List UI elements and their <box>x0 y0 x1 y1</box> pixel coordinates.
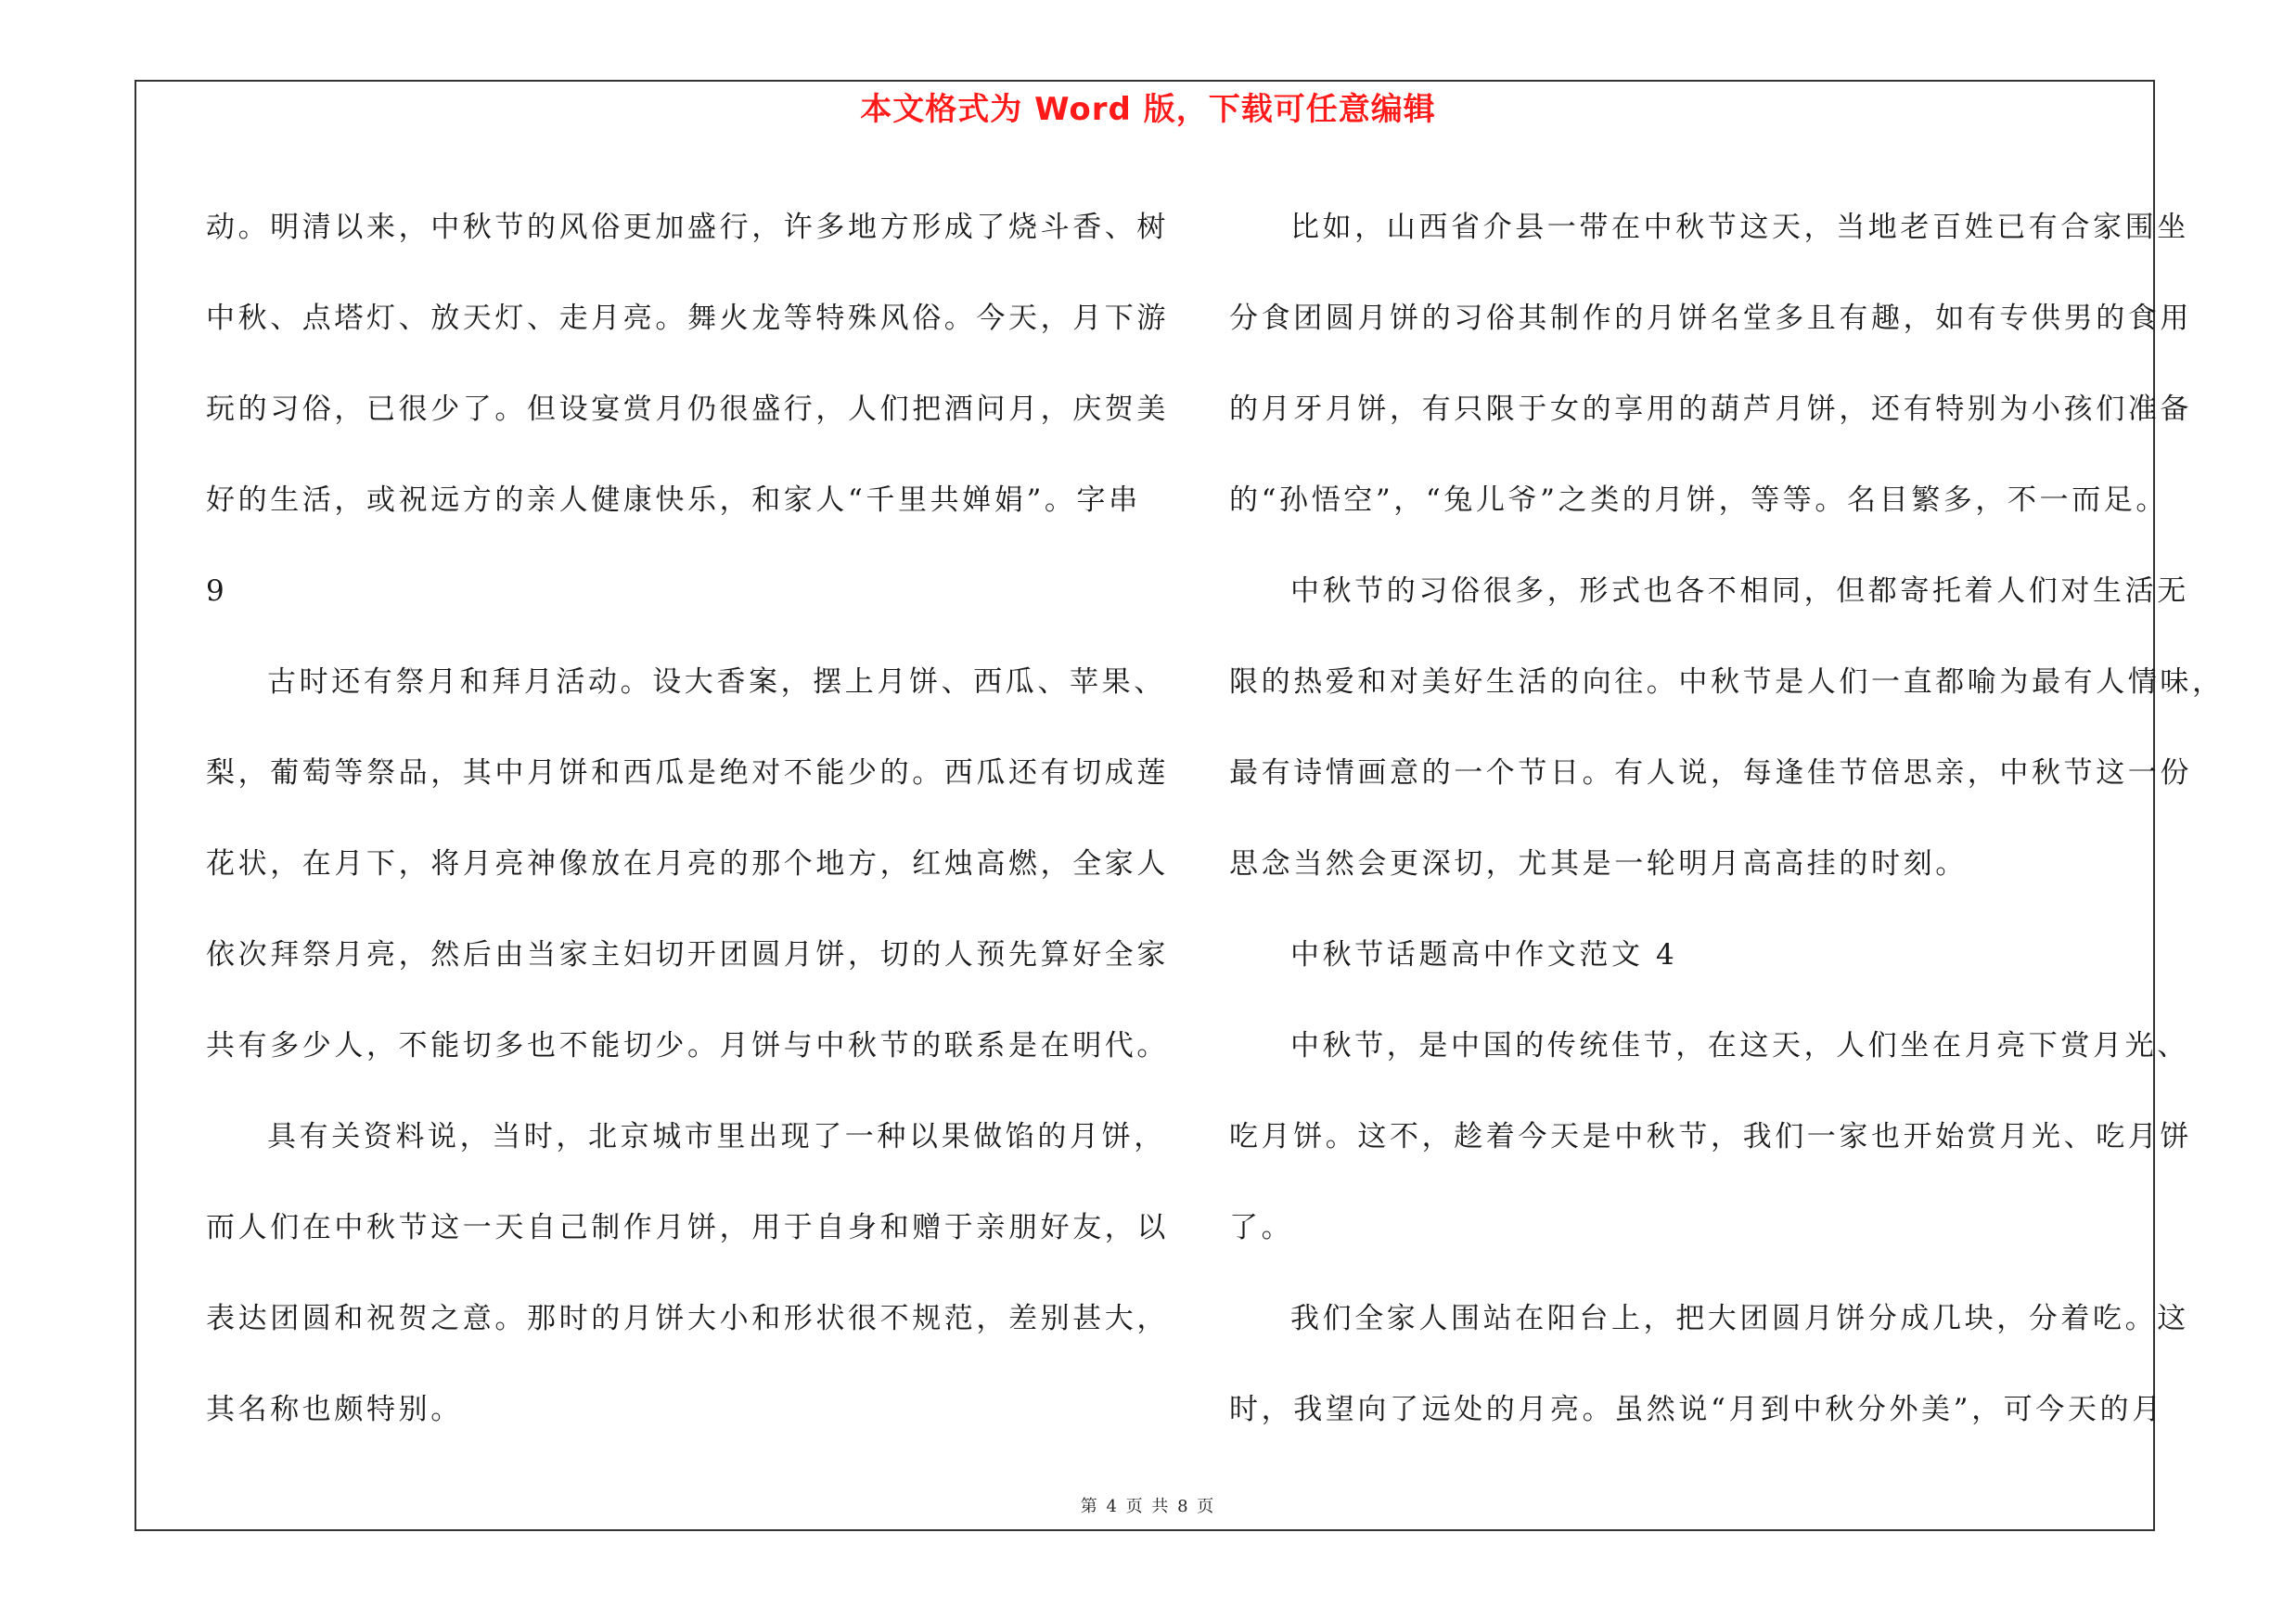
text-line: 中秋、点塔灯、放天灯、走月亮。舞火龙等特殊风俗。今天，月下游 <box>206 302 1169 335</box>
paragraph-start-line: 中秋节的习俗很多，形式也各不相同，但都寄托着人们对生活无 <box>1290 574 2189 608</box>
text-line: 玩的习俗，已很少了。但设宴赏月仍很盛行，人们把酒问月，庆贺美 <box>206 393 1169 426</box>
text-line: 共有多少人，不能切多也不能切少。月饼与中秋节的联系是在明代。 <box>206 1029 1169 1063</box>
text-line: 动。明清以来，中秋节的风俗更加盛行，许多地方形成了烧斗香、树 <box>206 211 1169 244</box>
text-line: 花状，在月下，将月亮神像放在月亮的那个地方，红烛高燃，全家人 <box>206 847 1169 881</box>
paragraph-start-line: 我们全家人围站在阳台上，把大团圆月饼分成几块，分着吃。这 <box>1290 1302 2189 1335</box>
format-banner: 本文格式为 Word 版，下载可任意编辑 <box>860 91 1436 128</box>
text-line: 依次拜祭月亮，然后由当家主妇切开团圆月饼，切的人预先算好全家 <box>206 938 1169 972</box>
text-line: 而人们在中秋节这一天自己制作月饼，用于自身和赠于亲朋好友，以 <box>206 1211 1169 1244</box>
text-line: 了。 <box>1229 1211 1294 1244</box>
left-column <box>206 182 1169 1455</box>
section-heading: 中秋节话题高中作文范文 4 <box>1290 938 1678 972</box>
paragraph-start-line: 具有关资料说，当时，北京城市里出现了一种以果做馅的月饼， <box>267 1120 1166 1153</box>
right-column <box>1229 182 2225 1455</box>
text-line: 思念当然会更深切，尤其是一轮明月高高挂的时刻。 <box>1229 847 1968 881</box>
text-line: 分食团圆月饼的习俗其制作的月饼名堂多且有趣，如有专供男的食用 <box>1229 302 2192 335</box>
text-line: 吃月饼。这不，趁着今天是中秋节，我们一家也开始赏月光、吃月饼 <box>1229 1120 2192 1153</box>
paragraph-start-line: 中秋节，是中国的传统佳节，在这天，人们坐在月亮下赏月光、 <box>1290 1029 2189 1063</box>
paragraph-start-line: 比如，山西省介县一带在中秋节这天，当地老百姓已有合家围坐 <box>1290 211 2189 244</box>
text-line: 梨，葡萄等祭品，其中月饼和西瓜是绝对不能少的。西瓜还有切成莲 <box>206 756 1169 790</box>
text-line: 时，我望向了远处的月亮。虽然说“月到中秋分外美”，可今天的月 <box>1229 1393 2164 1426</box>
text-line: 9 <box>206 574 228 608</box>
text-line: 最有诗情画意的一个节日。有人说，每逢佳节倍思亲，中秋节这一份 <box>1229 756 2192 790</box>
text-line: 表达团圆和祝贺之意。那时的月饼大小和形状很不规范，差别甚大， <box>206 1302 1169 1335</box>
text-line: 好的生活，或祝远方的亲人健康快乐，和家人“千里共婵娟”。字串 <box>206 483 1141 517</box>
paragraph-start-line: 古时还有祭月和拜月活动。设大香案，摆上月饼、西瓜、苹果、 <box>267 665 1166 699</box>
text-line: 的月牙月饼，有只限于女的享用的葫芦月饼，还有特别为小孩们准备 <box>1229 393 2192 426</box>
text-line: 其名称也颇特别。 <box>206 1393 463 1426</box>
text-line: 限的热爱和对美好生活的向往。中秋节是人们一直都喻为最有人情味， <box>1229 665 2225 699</box>
page-number: 第 4 页 共 8 页 <box>1080 1497 1216 1516</box>
text-line: 的“孙悟空”，“兔儿爷”之类的月饼，等等。名目繁多，不一而足。 <box>1229 483 2168 517</box>
